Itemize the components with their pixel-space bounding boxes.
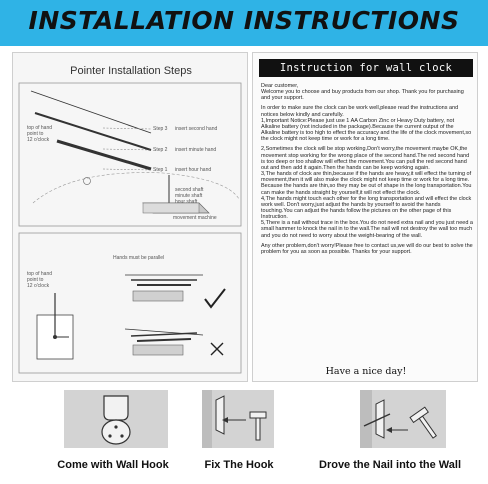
instruction-paragraph: In order to make sure the clock can be work well,please read the instructions and notices below kindly and carefully. [261,105,459,118]
step-label-drive-nail: Drove the Nail into the Wall [319,459,461,471]
hour-shaft-label: hour shaft [175,199,198,205]
point-to-label-2: point to [27,277,44,283]
minute-hand-icon [35,113,151,150]
instruction-paragraph: 5,There is a nail without trace in the box.You do not need extra nail and you just need a small hammer to knock the nail in to the wall.The nail will not destroy the wall too much and you do not need to worry about the weight-bearing of the wall. [261,220,473,239]
wall-icon-2 [360,390,372,448]
movement-machine-label: movement machine [173,215,217,221]
hook-icon [104,396,128,420]
pointer-installation-sheet [12,52,248,382]
step-label-fix-hook: Fix The Hook [204,459,274,471]
second-shaft-label: second shaft [175,187,204,193]
instruction-paragraph: 4,The hands might touch each other for the long transportation and will effect the clock work well. Don't worry,just adjust the hands by yourself to avoid the hands touching.You can adjust the hands follow the pictures on the other page of this Instruction. [261,195,472,221]
top-of-hand-label-2: top of hand [27,271,53,277]
signoff: Have a nice day! [325,366,407,377]
hook-ring-icon [84,178,91,185]
top-of-hand-label: top of hand [27,125,53,131]
hammer-icon [250,412,266,418]
cross-mark-icon [211,343,223,355]
wall-clock-instruction-sheet [252,52,478,382]
arrow-icon-2 [386,427,392,433]
instruction-title: Instruction for wall clock [259,59,473,77]
instruction-paragraph: Dear customer, [261,83,299,89]
left-heading: Pointer Installation Steps [70,65,192,77]
step1-num: Step 1 [153,167,168,173]
twelve-oclock-label: 12 o'clock [27,137,50,143]
hook-side-icon [216,396,224,434]
instruction-paragraph: Welcome you to choose and buy products from our shop. Thank you for purchasing and your support. [261,89,464,102]
instruction-paragraph: 1,Important Notice:Please just use 1 AA Carbon Zinc or Heavy Duty battery, not Alkaline battery (not included in the package).Because the current output of the Alkaline battery is too high to effect the accuracy and the life of the clock movement,so the clock might not keep time or work for a long time. [261,117,472,143]
step3-num: Step 3 [153,126,168,132]
point-to-label: point to [27,131,44,137]
twelve-oclock-label-2: 12 o'clock [27,283,50,289]
pointer-diagram [13,53,249,383]
step3-text: insert second hand [175,126,218,132]
dial-arc [33,173,239,203]
hook-base-icon [102,420,130,444]
wall-hook-box [64,390,168,448]
step2-text: insert minute hand [175,147,217,153]
drive-nail-box [360,390,446,448]
check-mark-icon [205,289,225,307]
banner [0,0,488,46]
hammer-icon-2 [410,407,442,442]
wall-icon [202,390,212,448]
step1-text: insert hour hand [175,167,212,173]
fix-hook-box [202,390,274,448]
step-label-wall-hook: Come with Wall Hook [57,459,169,471]
step2-num: Step 2 [153,147,168,153]
banner-title: INSTALLATION INSTRUCTIONS [28,6,460,35]
instruction-paragraph: Any other problem,don't worry!Please free to contact us,we will do our best to solve the problem for you as soon as possible. Thanks for your support. [261,242,473,255]
instruction-paragraph: 3,The hands of clock are thin,because if the hands are heavy,it will effect the turning of movement,then it will also make the clock might not keep time or work for a long time. [261,171,472,184]
instruction-body [261,83,473,353]
minute-shaft-label: minute shaft [175,193,203,199]
instruction-paragraph: Because the hands are thin,so they may be out of shape in the long transportation.You can make the hands straight by yourself,it will not effect the clock. [261,183,472,196]
upper-panel-frame [19,83,241,226]
parallel-note: Hands must be parallel [113,255,165,261]
instruction-paragraph: 2,Sometimes the clock will be stop working,Don't worry,the movement maybe OK,the movement stop working for the wrong place of the second hand.The red second hand is too deep or too shallow will effect the movement.You can pull the red second hand out and then add it again.Then the hands can be keep working again. [261,146,470,171]
